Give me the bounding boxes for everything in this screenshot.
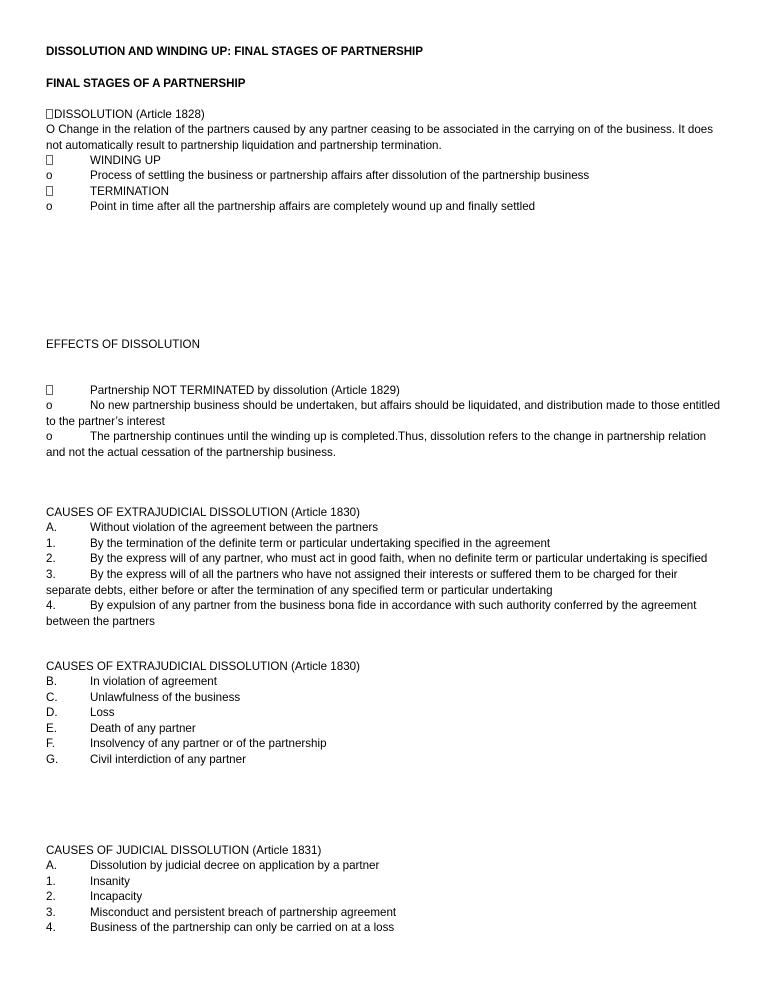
list-item: 3. By the express will of all the partners who have not assigned their interests or suffered them to be charged for their separate debts, either before or after the termination of any specified term or particular undertaking [46,568,678,597]
extrajudicial-heading-1: CAUSES OF EXTRAJUDICIAL DISSOLUTION (Article 1830) [46,506,360,519]
list-item: 3. Misconduct and persistent breach of partnership agreement [46,906,397,919]
dissolution-heading: DISSOLUTION (Article 1828) [46,107,205,123]
list-item: F. Insolvency of any partner or of the partnership [46,737,327,750]
list-item: E. Death of any partner [46,722,196,735]
winding-up-definition: o Process of settling the business or partnership affairs after dissolution of the partnership business [46,169,590,182]
effects-subpoint-2: o The partnership continues until the winding up is completed.Thus, dissolution refers to the change in partnership relation and not the actual cessation of the partnership business. [46,430,707,459]
list-item: 1. By the termination of the definite term or particular undertaking specified in the agreement [46,537,551,550]
list-item: A. Dissolution by judicial decree on application by a partner [46,859,380,872]
list-item: 4. Business of the partnership can only be carried on at a loss [46,921,395,934]
list-item: C. Unlawfulness of the business [46,691,241,704]
effects-subpoint-1: o No new partnership business should be undertaken, but affairs should be liquidated, and distribution made to those entitled to the partner’s interest [46,399,721,428]
bullet-glyph-icon [46,385,53,395]
dissolution-definition: O Change in the relation of the partners caused by any partner ceasing to be associated in the carrying on of the business. It does not automatically result to partnership liquidation and partnership termination. [46,123,714,152]
bullet-glyph-icon [46,155,53,165]
bullet-glyph-icon [46,186,53,196]
list-item: D. Loss [46,706,115,719]
list-item: 4. By expulsion of any partner from the business bona fide in accordance with such authority conferred by the agreement between the partners [46,599,697,628]
effects-point: Partnership NOT TERMINATED by dissolution (Article 1829) [46,383,400,399]
list-item: G. Civil interdiction of any partner [46,753,246,766]
section-heading-final-stages: FINAL STAGES OF A PARTNERSHIP [46,77,246,90]
document-title: DISSOLUTION AND WINDING UP: FINAL STAGES OF PARTNERSHIP [46,45,424,58]
extrajudicial-heading-2: CAUSES OF EXTRAJUDICIAL DISSOLUTION (Article 1830) [46,660,360,673]
list-item: B. In violation of agreement [46,675,217,688]
list-item: 1. Insanity [46,875,130,888]
winding-up-heading: WINDING UP [46,153,161,169]
list-item: 2. By the express will of any partner, who must act in good faith, when no definite term or particular undertaking is specified [46,552,708,565]
bullet-glyph-icon [46,109,53,119]
termination-heading: TERMINATION [46,184,169,200]
termination-definition: o Point in time after all the partnership affairs are completely wound up and finally settled [46,200,536,213]
list-item: 2. Incapacity [46,890,143,903]
list-item: A. Without violation of the agreement between the partners [46,521,379,534]
judicial-heading: CAUSES OF JUDICIAL DISSOLUTION (Article 1831) [46,844,322,857]
effects-heading: EFFECTS OF DISSOLUTION [46,338,200,351]
